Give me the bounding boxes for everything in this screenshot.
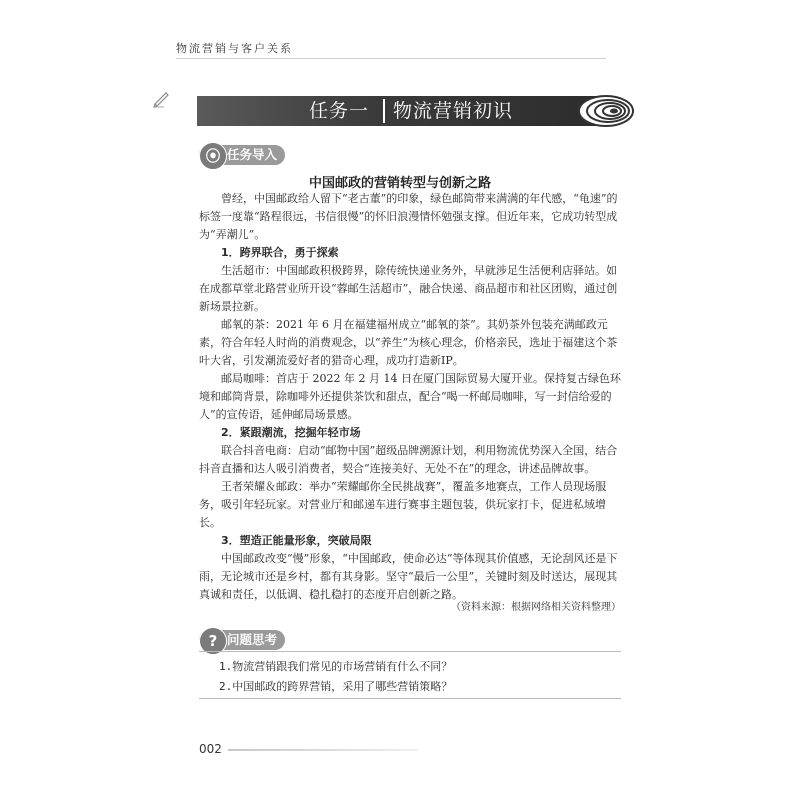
question-mark-icon: ? [199,627,227,655]
pencil-icon [152,88,172,108]
paragraph-tea: 邮氧的茶：2021 年 6 月在福建福州成立“邮氧的茶”。其奶茶外包装充满邮政元素，符合年轻人时尚的消费观念，以“养生”为核心理念，价格亲民，选址于福建这个茶叶大省，引发潮流爱好者的猎奇心理，成功打造新IP。 [199,318,618,367]
paragraph-honor-of-kings: 王者荣耀＆邮政：举办“荣耀邮你全民挑战赛”，覆盖多地赛点，工作人员现场服务，吸引年轻玩家。对营业厅和邮递车进行赛事主题包装，供玩家打卡，促进私域增长。 [199,480,607,529]
task-title: 物流营销初识 [393,100,514,122]
task-intro-tag [199,145,285,165]
subheading-1: 1．跨界联合，勇于探索 [221,246,339,259]
subheading-3: 3．塑造正能量形象，突破局限 [221,534,372,547]
header-rule [176,58,606,59]
task-intro-label: 任务导入 [227,147,278,162]
paragraph-douyin: 联合抖音电商：启动“邮物中国”超级品牌溯源计划，利用物流优势深入全国，结合抖音直播和达人吸引消费者，契合“连接美好、无处不在”的理念，讲述品牌故事。 [199,444,618,475]
footer-rule [228,749,418,751]
question-box [199,651,621,699]
spiral-decoration-icon [568,94,634,128]
paragraph-intro: 曾经，中国邮政给人留下“老古董”的印象，绿色邮筒带来满满的年代感，“龟速”的标签一度靠“路程很远，书信很慢”的怀旧浪漫情怀勉强支撑。但近年来，它成功转型成为“弄潮儿”。 [199,192,618,241]
question-think-label: 问题思考 [227,632,278,647]
task-number: 任务一 [309,100,370,122]
case-body [199,190,621,604]
page-number: 002 [199,742,222,756]
question-1: 1.物流营销跟我们常见的市场营销有什么不同？ [219,660,453,673]
question-2: 2.中国邮政的跨界营销，采用了哪些营销策略？ [219,680,453,693]
subheading-2: 2．紧跟潮流，挖掘年轻市场 [221,426,361,439]
running-head: 物流营销与客户关系 [176,42,293,55]
task-banner [197,96,627,126]
paragraph-coffee: 邮局咖啡：首店于 2022 年 2 月 14 日在厦门国际贸易大厦开业。保持复古绿色环境和邮筒背景，除咖啡外还提供茶饮和甜点，配合“喝一杯邮局咖啡，写一封信给爱的人”的宣传语，延伸邮局场景感。 [199,372,621,421]
banner-separator [383,99,385,123]
question-think-tag [199,630,285,650]
source-note: （资料来源：根据网络相关资料整理） [451,602,621,613]
paragraph-supermarket: 生活超市：中国邮政积极跨界，除传统快递业务外，早就涉足生活便利店驿站。如在成都草堂北路营业所开设“蓉邮生活超市”，融合快递、商品超市和社区团购，通过创新场景拉新。 [199,264,618,313]
location-pin-icon: ⦿ [199,142,227,170]
case-title: 中国邮政的营销转型与创新之路 [308,176,491,191]
paragraph-image: 中国邮政改变“慢”形象，“中国邮政，使命必达”等体现其价值感，无论刮风还是下雨，无论城市还是乡村，都有其身影。坚守“最后一公里”，关键时刻及时送达，展现其真诚和责任，以低调、稳扎稳打的态度开启创新之路。 [199,552,618,601]
